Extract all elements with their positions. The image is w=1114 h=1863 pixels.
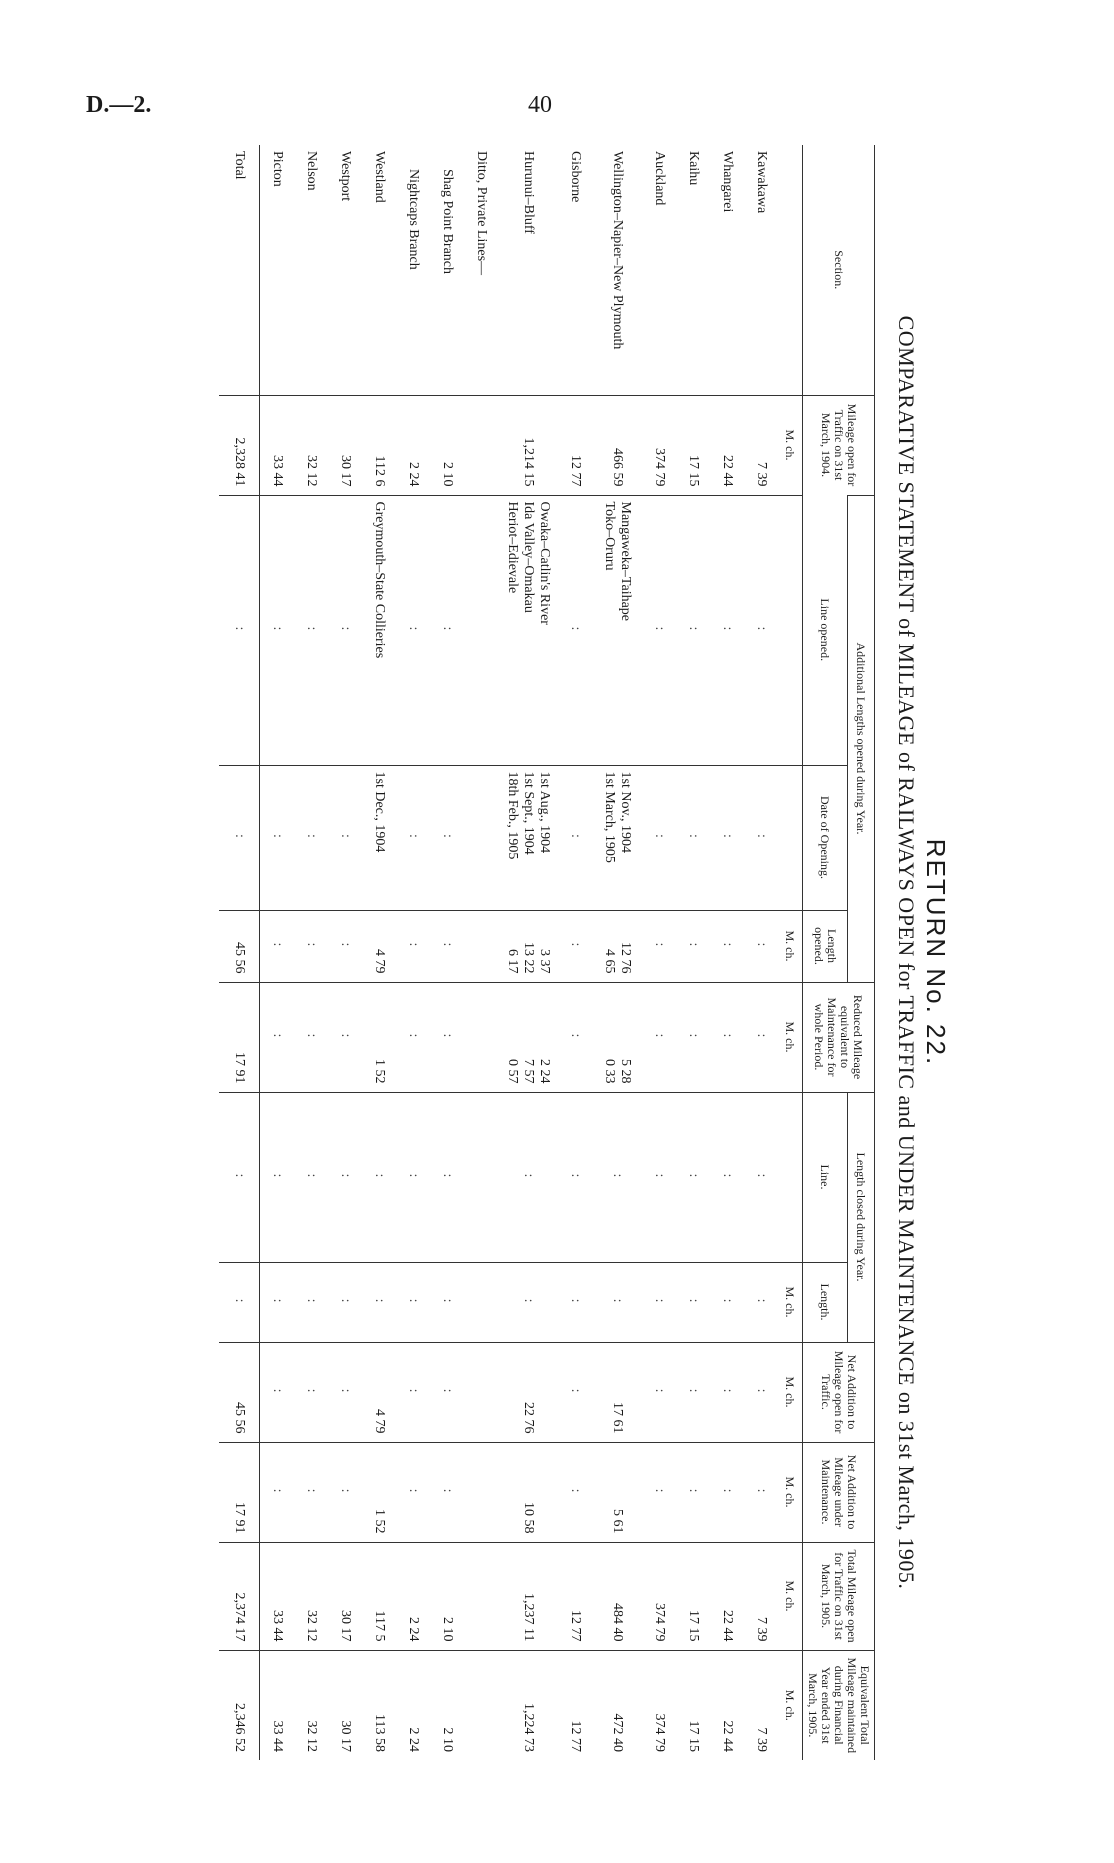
dots: : [710,1442,744,1542]
table-row [592,145,642,1760]
cell-section: Nelson [304,151,319,191]
dots: : [294,1342,328,1442]
dots: : [558,1262,592,1342]
dots: : [642,982,676,1092]
cell-date-opening: 1st Nov., 1904 1st March, 1905 [592,765,642,910]
dots: : [676,1342,710,1442]
statement-title: COMPARATIVE STATEMENT of MILEAGE of RAILWAYS OPEN for TRAFFIC and UNDER MAINTENANCE on 31st March, 1905. [894,315,919,1590]
page-ref: D.—2. [86,92,152,118]
unit-label: M. ch. [778,910,803,982]
dots: : [430,765,464,910]
cell-reduced-mileage: 1 52 [362,982,396,1092]
header-net-add-maint: Net Addition to Mileage under Maintenance. [803,1442,875,1542]
empty-cell [464,1092,498,1262]
dots: : [260,1092,295,1262]
dots: : [362,1092,396,1262]
dots: : [642,495,676,765]
header-section: Section. [803,145,875,395]
dots: : [642,1092,676,1262]
dots: : [430,1442,464,1542]
header-equivalent-total: Equivalent Total Mileage maintained during Financial Year ended 31st March, 1905. [803,1650,875,1760]
header-length-opened: Length opened. [803,910,848,982]
dots: : [558,910,592,982]
dots: : [592,1262,642,1342]
header-line-opened: Line opened. [803,495,848,765]
dots: : [260,495,295,765]
dots: : [642,1262,676,1342]
dots: : [676,1442,710,1542]
cell-date-opening: 1st Aug., 1904 1st Sept., 1904 18th Feb., 1905 [498,765,558,910]
dots: : [328,1092,362,1262]
cell-net-add-maint: 5 61 [592,1442,642,1542]
cell-section: Shag Point Branch [440,169,455,274]
cell-equivalent-total: 22 44 [710,1650,744,1760]
dots: : [558,495,592,765]
cell-mileage-1904: 466 59 [592,395,642,495]
cell-total-open-1905: 7 39 [744,1542,778,1650]
cell-net-add-maint: 10 58 [498,1442,558,1542]
table-row [558,145,592,1760]
dots: : [498,1092,558,1262]
mileage-table [219,145,875,1760]
total-reduced: 17 91 [219,982,260,1092]
unit-label: M. ch. [778,1262,803,1342]
cell-section: Whangarei [720,151,735,213]
total-m1904: 2,328 41 [219,395,260,495]
dots: : [219,765,260,910]
cell-total-open-1905: 484 40 [592,1542,642,1650]
cell-section: Picton [270,151,285,187]
cell-section: Westport [338,151,353,202]
table-row [642,145,676,1760]
cell-line-opened: Owaka–Catlin's River Ida Valley–Omakau Heriot–Edievale [498,495,558,765]
dots: : [744,1092,778,1262]
dots: : [328,982,362,1092]
table-row [710,145,744,1760]
dots: : [558,1442,592,1542]
units-row [778,145,803,1760]
dots: : [744,1442,778,1542]
dots: : [328,495,362,765]
cell-mileage-1904: 32 12 [294,395,328,495]
cell-length-opened: 4 79 [362,910,396,982]
dots: : [430,495,464,765]
table-row [294,145,328,1760]
empty-cell [464,495,498,765]
dots: : [676,495,710,765]
dots: : [676,765,710,910]
table-row [744,145,778,1760]
dots: : [294,1442,328,1542]
cell-equivalent-total: 1,224 73 [498,1650,558,1760]
dots: : [294,1262,328,1342]
cell-mileage-1904: 12 77 [558,395,592,495]
total-row [219,145,260,1760]
dots: : [396,495,430,765]
cell-total-open-1905: 17 15 [676,1542,710,1650]
cell-net-add-traffic: 4 79 [362,1342,396,1442]
dots: : [294,495,328,765]
cell-section: Wellington–Napier–New Plymouth [610,151,625,350]
dots: : [710,1342,744,1442]
table-row [260,145,295,1760]
cell-length-opened: 3 37 13 22 6 17 [498,910,558,982]
dots: : [219,1092,260,1262]
dots: : [676,982,710,1092]
header-closed-length: Length. [803,1262,848,1342]
cell-mileage-1904: 2 10 [430,395,464,495]
dots: : [430,910,464,982]
dots: : [219,1262,260,1342]
table-row [362,145,396,1760]
total-label: Total [219,145,260,395]
dots: : [676,910,710,982]
table-row [498,145,558,1760]
cell-net-add-traffic: 17 61 [592,1342,642,1442]
cell-section: Hurunui–Bluff [521,151,536,234]
dots: : [498,1262,558,1342]
cell-section: Nightcaps Branch [406,169,421,270]
header-additional-group: Additional Lengths opened during Year. [847,495,874,982]
cell-mileage-1904: 30 17 [328,395,362,495]
dots: : [260,1262,295,1342]
cell-total-open-1905: 374 79 [642,1542,676,1650]
empty-cell [464,910,498,982]
dots: : [710,495,744,765]
dots: : [260,982,295,1092]
cell-equivalent-total: 472 40 [592,1650,642,1760]
cell-reduced-mileage: 2 24 7 57 0 57 [498,982,558,1092]
dots: : [328,910,362,982]
header-total-open-1905: Total Mileage open for Traffic on 31st March, 1905. [803,1542,875,1650]
cell-mileage-1904: 1,214 15 [498,395,558,495]
dots: : [328,1262,362,1342]
unit-label: M. ch. [778,1342,803,1442]
dots: : [260,765,295,910]
cell-total-open-1905: 30 17 [328,1542,362,1650]
cell-mileage-1904: 7 39 [744,395,778,495]
table-body [260,145,803,1760]
dots: : [362,1262,396,1342]
cell-equivalent-total: 32 12 [294,1650,328,1760]
cell-date-opening: 1st Dec., 1904 [362,765,396,910]
dots: : [430,1342,464,1442]
dots: : [396,765,430,910]
cell-line-opened: Greymouth–State Collieries [362,495,396,765]
header-closed-group: Length closed during Year. [847,1092,874,1342]
cell-equivalent-total: 12 77 [558,1650,592,1760]
header-mileage-1904: Mileage open for Traffic on 31st March, 1904. [803,395,875,495]
rotated-content [155,145,955,1760]
cell-total-open-1905: 117 5 [362,1542,396,1650]
unit-label: M. ch. [778,395,803,495]
dots: : [396,1092,430,1262]
dots: : [642,1442,676,1542]
table-row [396,145,430,1760]
dots: : [328,1342,362,1442]
dots: : [396,910,430,982]
cell-mileage-1904: 22 44 [710,395,744,495]
cell-mileage-1904: 2 24 [396,395,430,495]
dots: : [328,765,362,910]
header-date-of-opening: Date of Opening. [803,765,848,910]
dots: : [710,1262,744,1342]
dots: : [396,1442,430,1542]
cell-total-open-1905: 2 10 [430,1542,464,1650]
dots: : [744,495,778,765]
dots: : [294,982,328,1092]
dots: : [430,982,464,1092]
dots: : [294,910,328,982]
dots: : [558,1092,592,1262]
unit-label: M. ch. [778,1542,803,1650]
header-closed-line: Line. [803,1092,848,1262]
cell-section: Kawakawa [754,151,769,214]
dots: : [430,1262,464,1342]
cell-net-add-traffic: 22 76 [498,1342,558,1442]
total-length-opened: 45 56 [219,910,260,982]
table-row [676,145,710,1760]
cell-equivalent-total: 17 15 [676,1650,710,1760]
dots: : [396,982,430,1092]
cell-total-open-1905: 1,237 11 [498,1542,558,1650]
empty-cell [464,1262,498,1342]
unit-label: M. ch. [778,982,803,1092]
table-row [328,145,362,1760]
dots: : [676,1092,710,1262]
return-title: RETURN No. 22. [921,838,951,1067]
cell-section: Kaihu [686,151,701,186]
cell-equivalent-total: 374 79 [642,1650,676,1760]
total-net-traffic: 45 56 [219,1342,260,1442]
cell-net-add-maint: 1 52 [362,1442,396,1542]
dots: : [558,1342,592,1442]
dots: : [744,765,778,910]
empty-cell [464,765,498,910]
cell-section: Ditto, Private Lines— [474,151,489,276]
cell-length-opened: 12 76 4 65 [592,910,642,982]
dots: : [396,1342,430,1442]
cell-equivalent-total: 2 24 [396,1650,430,1760]
dots: : [642,765,676,910]
cell-section: Gisborne [568,151,583,203]
cell-total-open-1905: 2 24 [396,1542,430,1650]
table-row [464,145,498,1760]
dots: : [744,982,778,1092]
empty-cell [464,1342,498,1442]
empty-cell [464,1442,498,1542]
cell-reduced-mileage: 5 28 0 33 [592,982,642,1092]
empty-cell [464,982,498,1092]
table-row [430,145,464,1760]
cell-section: Auckland [652,151,667,206]
dots: : [710,982,744,1092]
cell-section: Westland [372,151,387,203]
header-reduced-mileage: Reduced Mileage equivalent to Maintenance for whole Period. [803,982,875,1092]
dots: : [744,1342,778,1442]
total-equivalent: 2,346 52 [219,1650,260,1760]
dots: : [710,765,744,910]
cell-equivalent-total: 30 17 [328,1650,362,1760]
empty-cell [464,395,498,495]
dots: : [294,1092,328,1262]
cell-mileage-1904: 33 44 [260,395,295,495]
unit-label: M. ch. [778,1442,803,1542]
cell-total-open-1905: 33 44 [260,1542,295,1650]
cell-line-opened: Mangaweka–Taihape Toko–Oruru [592,495,642,765]
empty-cell [464,1542,498,1650]
dots: : [744,910,778,982]
dots: : [396,1262,430,1342]
total-open-1905: 2,374 17 [219,1542,260,1650]
cell-equivalent-total: 2 10 [430,1650,464,1760]
total-net-maint: 17 91 [219,1442,260,1542]
page-number: 40 [528,92,552,118]
dots: : [260,1442,295,1542]
header-net-add-traffic: Net Addition to Mileage open for Traffic. [803,1342,875,1442]
cell-mileage-1904: 112 6 [362,395,396,495]
dots: : [592,1092,642,1262]
dots: : [430,1092,464,1262]
dots: : [328,1442,362,1542]
dots: : [642,910,676,982]
dots: : [676,1262,710,1342]
cell-equivalent-total: 7 39 [744,1650,778,1760]
dots: : [710,1092,744,1262]
cell-equivalent-total: 113 58 [362,1650,396,1760]
cell-total-open-1905: 12 77 [558,1542,592,1650]
dots: : [744,1262,778,1342]
cell-mileage-1904: 17 15 [676,395,710,495]
cell-total-open-1905: 32 12 [294,1542,328,1650]
dots: : [294,765,328,910]
cell-mileage-1904: 374 79 [642,395,676,495]
dots: : [219,495,260,765]
dots: : [710,910,744,982]
dots: : [558,765,592,910]
dots: : [558,982,592,1092]
cell-equivalent-total: 33 44 [260,1650,295,1760]
dots: : [642,1342,676,1442]
empty-cell [464,1650,498,1760]
dots: : [260,910,295,982]
cell-total-open-1905: 22 44 [710,1542,744,1650]
unit-label: M. ch. [778,1650,803,1760]
dots: : [260,1342,295,1442]
